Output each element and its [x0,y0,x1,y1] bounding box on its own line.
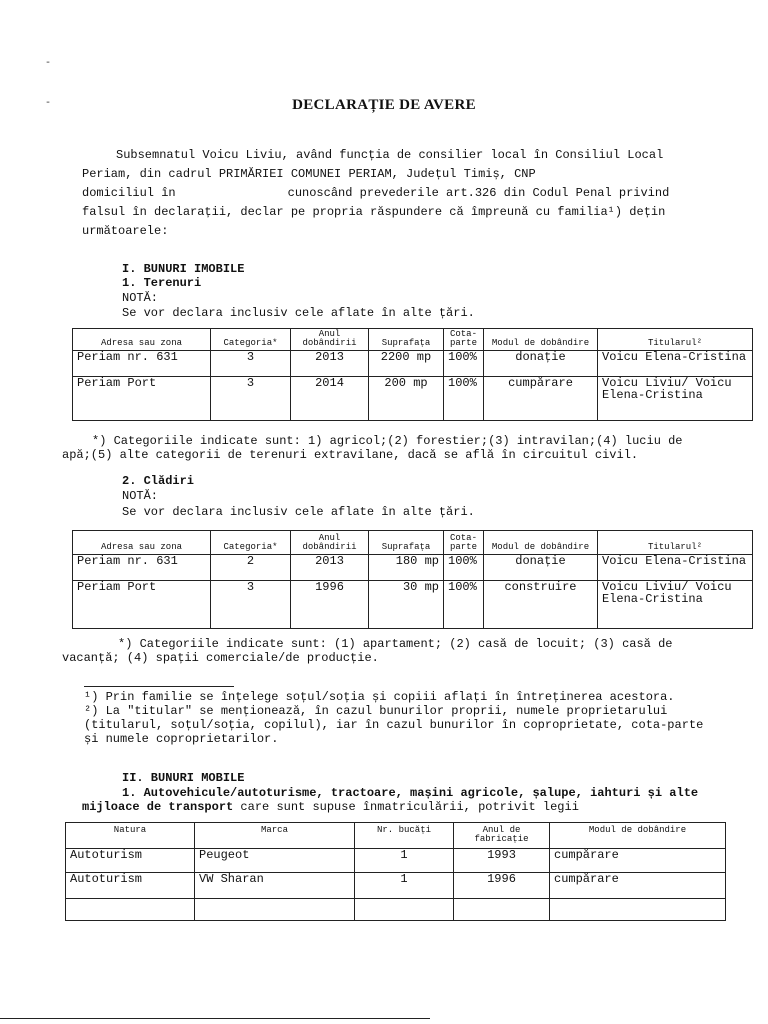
nota-text: Se vor declara inclusiv cele aflate în alte țări. [122,505,475,519]
table-row [73,555,753,581]
table-row [66,849,726,873]
table-cell: 2013 [291,555,369,581]
subsection-heading: 2. Clădiri [122,474,195,488]
column-header: Anul de fabricație [454,823,550,849]
intro-line: următoarele: [82,224,169,238]
footnote-line: *) Categoriile indicate sunt: 1) agricol;(2) forestier;(3) intravilan;(4) luciu de [92,434,683,448]
column-header: Titularul² [598,531,753,555]
page-footnotes [84,690,744,746]
column-header: Anul dobândirii [291,531,369,555]
footnote-line: și numele coproprietarilor. [84,732,279,746]
nota-text: Se vor declara inclusiv cele aflate în alte țări. [122,306,475,320]
footnote-cladiri [62,637,742,665]
table-cell: Periam Port [73,377,211,421]
subsection-line [82,800,752,814]
column-header: Cota-parte [444,531,484,555]
terenuri-table [72,328,753,421]
table-cell [454,899,550,921]
column-header: Categoria* [211,531,291,555]
table-cell: 1996 [291,581,369,629]
table-cell: 2014 [291,377,369,421]
column-header: Anul dobândirii [291,329,369,351]
column-header: Categoria* [211,329,291,351]
column-header: Nr. bucăți [355,823,454,849]
column-header: Natura [66,823,195,849]
table-header-row [66,823,726,849]
table-cell: 1993 [454,849,550,873]
table-cell [66,899,195,921]
intro-paragraph [82,146,702,241]
table-header-row [73,329,753,351]
table-header-row [73,531,753,555]
table-row [73,377,753,421]
table-cell: Periam Port [73,581,211,629]
footnote-terenuri [62,434,742,462]
table-cell: Periam nr. 631 [73,351,211,377]
table-cell: Voicu Liviu/ Voicu Elena-Cristina [598,581,753,629]
table-row [66,873,726,899]
subsection-line-rest: care sunt supuse înmatriculării, potrivit legii [233,800,579,814]
table-cell: Autoturism [66,873,195,899]
table-cell: 3 [211,351,291,377]
subsection-heading [82,786,752,814]
table-row [73,581,753,629]
table-cell: 2 [211,555,291,581]
column-header: Cota-parte [444,329,484,351]
margin-mark: - [45,98,52,109]
table-cell: 1 [355,873,454,899]
table-cell [355,899,454,921]
column-header: Modul de dobândire [550,823,726,849]
table-cell: 100% [444,351,484,377]
table-cell: Voicu Elena-Cristina [598,555,753,581]
intro-line: falsul în declarații, declar pe propria răspundere că împreună cu familia¹) dețin [82,205,666,219]
nota-label: NOTĂ: [122,489,159,503]
column-header: Adresa sau zona [73,329,211,351]
nota-label: NOTĂ: [122,291,159,305]
table-cell: cumpărare [550,873,726,899]
cladiri-table [72,530,753,629]
table-cell: 100% [444,581,484,629]
table-cell: VW Sharan [195,873,355,899]
table-cell: cumpărare [484,377,598,421]
table-cell: 180 mp [369,555,444,581]
column-header: Modul de dobândire [484,531,598,555]
column-header: Suprafața [369,531,444,555]
intro-line-part: domiciliul în [82,186,176,200]
footnote-line: (titularul, soțul/soția, copilul), iar în cazul bunurilor în coproprietate, cota-parte [84,718,704,732]
column-header: Adresa sau zona [73,531,211,555]
document-title: DECLARAȚIE DE AVERE [292,97,476,113]
footnote-line: ¹) Prin familie se înțelege soțul/soția și copiii aflați în întreținerea acestora. [84,690,675,704]
footnote-line: vacanță; (4) spații comerciale/de producție. [62,651,379,665]
table-cell: 1 [355,849,454,873]
table-cell: Voicu Liviu/ Voicu Elena-Cristina [598,377,753,421]
subsection-heading: 1. Terenuri [122,276,202,290]
intro-line: Periam, din cadrul PRIMĂRIEI COMUNEI PERIAM, Județul Timiș, CNP [82,167,536,181]
table-cell: 200 mp [369,377,444,421]
column-header: Modul de dobândire [484,329,598,351]
column-header: Titularul² [598,329,753,351]
table-cell: donație [484,555,598,581]
subsection-line: 1. Autovehicule/autoturisme, tractoare, mașini agricole, șalupe, iahturi și alte [122,786,699,800]
intro-line: Subsemnatul Voicu Liviu, având funcția de consilier local în Consiliul Local [116,148,664,162]
table-cell: 2200 mp [369,351,444,377]
margin-mark: - [45,58,52,69]
section-heading: II. BUNURI MOBILE [122,771,245,785]
table-cell: 30 mp [369,581,444,629]
column-header: Marca [195,823,355,849]
intro-line-part: cunoscând prevederile art.326 din Codul Penal privind [287,186,670,200]
scan-edge-line [0,1018,430,1019]
table-cell: Autoturism [66,849,195,873]
table-row [66,899,726,921]
section-heading: I. BUNURI IMOBILE [122,262,245,276]
footnote-line: ²) La "titular" se menționează, în cazul bunurilor proprii, numele proprietarului [84,704,668,718]
autovehicule-table [65,822,726,921]
table-cell [195,899,355,921]
table-cell: 100% [444,555,484,581]
intro-line [82,184,702,203]
table-cell: 3 [211,581,291,629]
table-cell: donație [484,351,598,377]
footnote-line: *) Categoriile indicate sunt: (1) apartament; (2) casă de locuit; (3) casă de [118,637,673,651]
column-header: Suprafața [369,329,444,351]
table-cell: Voicu Elena-Cristina [598,351,753,377]
table-cell: Periam nr. 631 [73,555,211,581]
table-cell: 100% [444,377,484,421]
table-cell: 3 [211,377,291,421]
table-row [73,351,753,377]
subsection-line-bold: mijloace de transport [82,800,234,814]
footnote-separator [84,686,234,687]
table-cell [550,899,726,921]
table-cell: Peugeot [195,849,355,873]
footnote-line: apă;(5) alte categorii de terenuri extravilane, dacă se află în circuitul civil. [62,448,639,462]
table-cell: 2013 [291,351,369,377]
table-cell: 1996 [454,873,550,899]
table-cell: cumpărare [550,849,726,873]
table-cell: construire [484,581,598,629]
